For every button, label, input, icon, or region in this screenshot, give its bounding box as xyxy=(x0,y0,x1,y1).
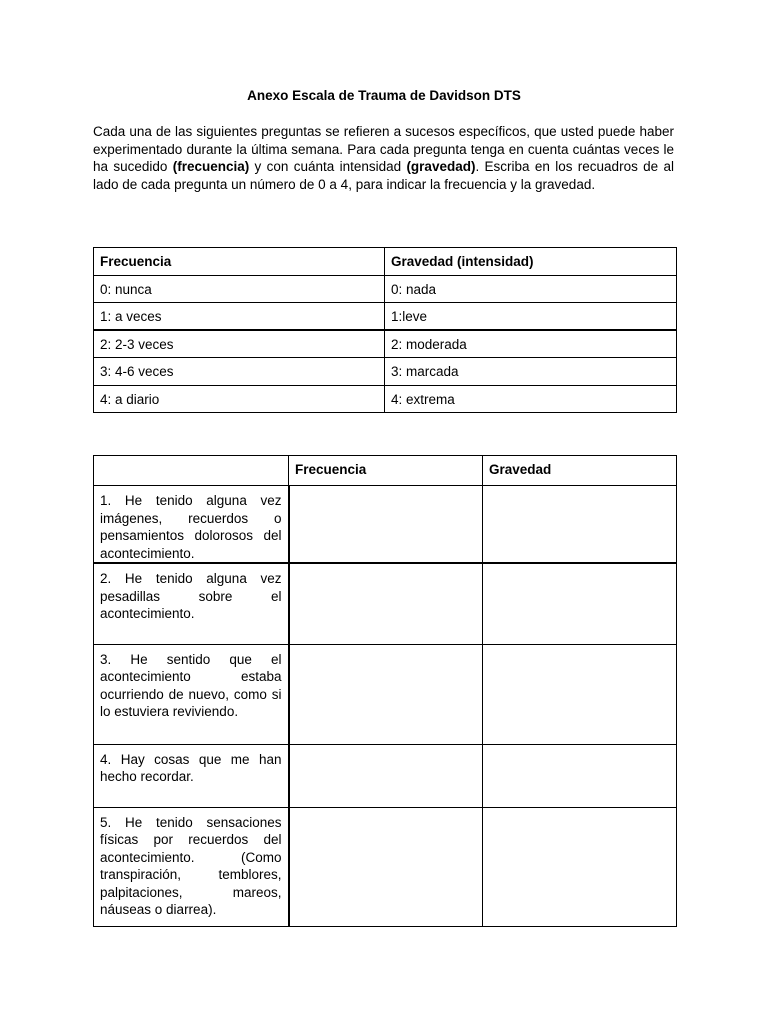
question-text: 5. He tenido sensaciones físicas por recuerdos del acontecimiento. (Como transpiración, temblores, palpitaciones, mareos, náuseas o diarrea). xyxy=(94,807,289,926)
instructions-text-3: . Escriba en los recuadros de al lado de cada pregunta un número de 0 a 4, para indicar la frecuencia y la gravedad. xyxy=(93,159,674,192)
questions-header-gravedad: Gravedad xyxy=(483,456,677,486)
scale-cell-frecuencia: 0: nunca xyxy=(94,275,385,303)
frecuencia-answer-cell[interactable] xyxy=(289,807,483,926)
question-row xyxy=(94,644,677,744)
questions-header-row xyxy=(94,456,677,486)
question-row xyxy=(94,744,677,807)
scale-row xyxy=(94,303,677,331)
questions-header-blank xyxy=(94,456,289,486)
question-text: 4. Hay cosas que me han hecho recordar. xyxy=(94,744,289,807)
scale-cell-gravedad: 3: marcada xyxy=(385,358,677,386)
scale-header-frecuencia: Frecuencia xyxy=(94,248,385,276)
questions-header-frecuencia: Frecuencia xyxy=(289,456,483,486)
scale-row xyxy=(94,358,677,386)
scale-row xyxy=(94,275,677,303)
question-row xyxy=(94,807,677,926)
gravedad-answer-cell[interactable] xyxy=(483,563,677,644)
scale-cell-gravedad: 1:leve xyxy=(385,303,677,331)
scale-cell-frecuencia: 1: a veces xyxy=(94,303,385,331)
question-text: 2. He tenido alguna vez pesadillas sobre el acontecimiento. xyxy=(94,563,289,644)
instructions-text-2: y con cuánta intensidad xyxy=(249,159,407,174)
gravedad-answer-cell[interactable] xyxy=(483,644,677,744)
scale-cell-frecuencia: 2: 2-3 veces xyxy=(94,330,385,358)
scale-cell-frecuencia: 4: a diario xyxy=(94,385,385,413)
document-title: Anexo Escala de Trauma de Davidson DTS xyxy=(247,88,521,103)
scale-cell-gravedad: 4: extrema xyxy=(385,385,677,413)
gravedad-answer-cell[interactable] xyxy=(483,744,677,807)
question-text: 3. He sentido que el acontecimiento estaba ocurriendo de nuevo, como si lo estuviera reviviendo. xyxy=(94,644,289,744)
gravedad-answer-cell[interactable] xyxy=(483,807,677,926)
scale-header-gravedad: Gravedad (intensidad) xyxy=(385,248,677,276)
frecuencia-answer-cell[interactable] xyxy=(289,644,483,744)
question-row xyxy=(94,486,677,564)
scale-row xyxy=(94,330,677,358)
scale-row xyxy=(94,385,677,413)
scale-cell-gravedad: 2: moderada xyxy=(385,330,677,358)
instructions-text-1: Cada una de las siguientes preguntas se refieren a sucesos específicos, que usted puede haber experimentado durante la última semana. Para cada pregunta tenga en cuenta cuántas veces le ha sucedido xyxy=(93,124,674,174)
frecuencia-answer-cell[interactable] xyxy=(289,486,483,564)
gravedad-answer-cell[interactable] xyxy=(483,486,677,564)
scale-cell-gravedad: 0: nada xyxy=(385,275,677,303)
frecuencia-answer-cell[interactable] xyxy=(289,744,483,807)
instructions-paragraph xyxy=(93,123,674,193)
frecuencia-answer-cell[interactable] xyxy=(289,563,483,644)
instructions-bold-gravedad: (gravedad) xyxy=(406,159,476,174)
question-text: 1. He tenido alguna vez imágenes, recuerdos o pensamientos dolorosos del acontecimiento. xyxy=(94,486,289,564)
instructions-bold-frecuencia: (frecuencia) xyxy=(172,159,250,174)
scale-cell-frecuencia: 3: 4-6 veces xyxy=(94,358,385,386)
scale-table xyxy=(93,247,677,413)
question-row xyxy=(94,563,677,644)
questions-table xyxy=(93,455,677,927)
scale-header-row xyxy=(94,248,677,276)
